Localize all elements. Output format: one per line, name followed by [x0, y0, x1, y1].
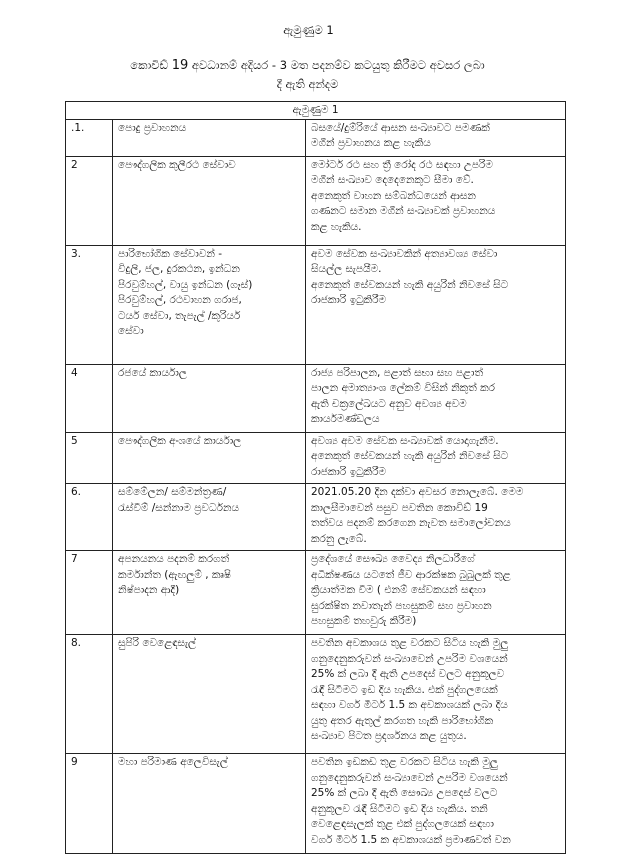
table-header-row [66, 102, 566, 120]
activity-cell [113, 432, 306, 484]
annex-label: ඇමුණුම 1 [283, 23, 334, 37]
row-number: 8. [66, 635, 113, 754]
row-number: 3. [66, 245, 113, 364]
table-row [66, 364, 566, 432]
cell-text-line: 25% ක් ලබා දී ඇති උපදෙස් වලට අනුකූලව [311, 668, 505, 680]
cell-text-line: අනෙකුත් සේවකයන් හැකි අයුරින් නිවසේ සිට [311, 278, 509, 291]
cell-text-line: පහසුකම් තහවුරු කිරීම) [311, 615, 417, 627]
row-number: 7 [66, 551, 113, 635]
table-row [66, 119, 566, 156]
cell-text-line: කරනු ලැබේ. [311, 532, 367, 545]
cell-text-line: සංඛ්‍යාව පිටත ප්‍රදර්ශනය කළ යුතුය. [311, 730, 467, 742]
cell-text-line: මහා පරිමාණ අලෙවිසැල් [118, 756, 228, 768]
cell-text-line: කාර්යමණ්ඩලය [311, 413, 380, 425]
cell-text-line: වර්ග මීටර් 1.5 ක අවකාශයක් ප්‍රමාණවත් වන [311, 833, 511, 846]
document-title-line-1 [80, 56, 535, 75]
cell-text-line: ප්‍රදේශයේ සෞඛ්‍ය වෛද්‍ය නිලධාරීගේ [311, 553, 475, 565]
cell-text-line: අපනයනය පදනම් කරගත් [118, 553, 230, 565]
cell-text-line: පිරවුම්හල්, වායු ඉන්ධන (ගෑස්) [118, 278, 253, 291]
cell-text-line: රැඳී සිටීමට ඉඩ දිය හැකිය. එක් පුද්ගලයෙක් [311, 683, 498, 696]
cell-text-line: ටයර් සේවා, තැපැල් /කුරියර් [118, 309, 241, 322]
cell-text-line: රජයේ කාර්යාල [118, 366, 187, 379]
table-header: ඇමුණුම 1 [66, 102, 566, 120]
cell-text-line: නිෂ්පාදන ආදී) [118, 584, 180, 596]
activity-cell [113, 245, 306, 364]
cell-text-line: ගනුදෙනුකරුවන් සංඛ්‍යාවෙන් උපරිම වශයෙන් [311, 652, 508, 665]
cell-text-line: පෞද්ගලික අංශයේ කාර්යාල [118, 434, 242, 447]
cell-text-line: කළ හැකිය. [311, 220, 362, 233]
title-text-part-2: අවධානම් අදියර - 3 මත පදනම්ව කටයුතු කිරීමට අවසර ලබා [188, 58, 485, 72]
cell-text-line: රාජකාරි ඉටුකිරීම [311, 294, 387, 306]
cell-text-line: 25% ක් ලබා දී ඇති සෞඛ්‍ය උපදෙස් වලට [311, 787, 498, 799]
permission-cell [306, 754, 566, 854]
table-row [66, 245, 566, 364]
cell-text-line: සුරක්ෂිත නවාතැන් පහසුකම් සහ ප්‍රවාහන [311, 599, 492, 612]
table-row [66, 754, 566, 854]
cell-text-line: ගනුදෙනුකරුවන් සංඛ්‍යාවෙන් උපරිම වශයෙන් [311, 771, 508, 784]
cell-text-line: අනුකූලව රැඳී සිටීමට ඉඩ දිය හැකිය. තනි [311, 802, 488, 815]
permission-cell [306, 156, 566, 245]
row-number: 2 [66, 156, 113, 245]
activity-cell [113, 754, 306, 854]
cell-text-line: පෞද්ගලික කුලීරථ සේවාව [118, 158, 236, 171]
row-number: 9 [66, 754, 113, 854]
title-number: 19 [171, 58, 189, 73]
cell-text-line: බසයේ/දුම්රියේ ආසන සංඛ්‍යාවට පමණක් [311, 121, 490, 134]
table-row [66, 432, 566, 484]
table-row [66, 484, 566, 551]
activity-cell [113, 484, 306, 551]
cell-text-line: පාරිභෝගික සේවාවන් - [118, 247, 223, 260]
document-title-line-2: දී ඇති අන්දම [276, 77, 339, 91]
cell-text-line: අවශ්‍ය අවම සේවක සංඛ්‍යාවක් යොදාගැනීම. [311, 434, 499, 447]
cell-text-line: ඇති චක්‍රලේඛයට අනුව අවශ්‍ය අවම [311, 397, 467, 410]
table-row [66, 635, 566, 754]
cell-text-line: ක්‍රියාත්මක වීම ( එනම් සේවකයන් සඳහා [311, 584, 486, 596]
cell-text-line: පොදු ප්‍රවාහනය [118, 121, 187, 134]
permission-cell [306, 635, 566, 754]
cell-text-line: අනෙකුත් සේවකයන් හැකි අයුරින් නිවසේ සිට [311, 450, 509, 462]
document-title [80, 56, 535, 94]
row-number: .1. [66, 119, 113, 156]
cell-text-line: පවතින ඉඩකඩ තුළ වරකට සිටිය හැකි මුලු [311, 756, 498, 768]
permission-cell [306, 551, 566, 635]
cell-text-line: කර්මාන්ත (ඇඟලුම් , කෘෂි [118, 568, 231, 581]
activity-cell [113, 364, 306, 432]
row-number: 5 [66, 432, 113, 484]
activity-cell [113, 551, 306, 635]
cell-text-line: අධීක්ෂණය යටතේ ජීව ආරක්ෂක බුබුලක් තුළ [311, 568, 511, 581]
table-row [66, 551, 566, 635]
activity-cell [113, 119, 306, 156]
row-number: 6. [66, 484, 113, 551]
cell-text-line: යුතු අතර ඇතුල් කරගත හැකි පාරිභෝගික [311, 714, 494, 727]
title-text-part-1: කොවිඩ් [130, 58, 172, 72]
permission-cell [306, 432, 566, 484]
cell-text-line: මගීන් සංඛ්‍යාව දෙදෙනෙකුට සීමා වේ. [311, 174, 474, 186]
cell-text-line: රාජ්‍ය පරිපාලන, පළාත් සභා සහ පළාත් [311, 366, 483, 379]
cell-text-line: රැස්වීම් /සන්නාම ප්‍රවර්ධනය [118, 501, 240, 514]
cell-text-line: කාලසීමාවෙන් පසුව පවතින කොවිඩ් 19 [311, 501, 488, 514]
cell-text-line: මෝටර් රථ සහ ත්‍රී රෝද රථ සඳහා උපරිම [311, 158, 493, 171]
cell-text-line: අනෙකුත් වාහන සම්බන්ධයෙන් ආසන [311, 189, 476, 202]
permission-cell [306, 364, 566, 432]
permission-cell [306, 484, 566, 551]
cell-text-line: පිරවුම්හල්, රථවාහන ගරාජ, [118, 294, 242, 306]
cell-text-line: සේවා [118, 325, 144, 337]
row-number: 4 [66, 364, 113, 432]
cell-text-line: පවතින අවකාශය තුළ වරකට සිටිය හැකි මුලු [311, 637, 509, 649]
table-row [66, 156, 566, 245]
cell-text-line: විදුලි, ජල, දුරකථන, ඉන්ධන [118, 263, 240, 275]
cell-text-line: සියල්ල සැපයීම. [311, 263, 382, 275]
cell-text-line: 2021.05.20 දින දක්වා අවසර නොලැබේ. මෙම [311, 486, 524, 498]
activity-cell [113, 156, 306, 245]
cell-text-line: වෙළෙඳසැලක් තුළ එක් පුද්ගලයෙක් සඳහා [311, 818, 494, 830]
cell-text-line: තත්වය පදනම් කරගෙන නැවත සමාලෝචනය [311, 517, 511, 529]
permission-cell [306, 119, 566, 156]
cell-text-line: පාලන අමාත්‍යාංශ ලේකම් විසින් නිකුත් කර [311, 382, 495, 394]
cell-text-line: අවම සේවක සංඛ්‍යාවකින් අත්‍යාවශ්‍ය සේවා [311, 247, 498, 260]
covid-activities-table [65, 101, 566, 854]
cell-text-line: රාජකාරි ඉටුකිරීම [311, 465, 387, 478]
cell-text-line: ගණනට සමාන මගීන් සංඛ්‍යාවක් ප්‍රවාහනය [311, 205, 496, 217]
cell-text-line: සම්මේලන/ සම්මන්ත්‍රණ/ [118, 486, 227, 498]
cell-text-line: මගීන් ප්‍රවාහනය කළ හැකිය [311, 137, 431, 149]
cell-text-line: සුපිරි වෙළෙඳසැල් [118, 637, 197, 649]
permission-cell [306, 245, 566, 364]
cell-text-line: සඳහා වර්ග මීටර් 1.5 ක අවකාශයක් ලබා දිය [311, 699, 508, 711]
activity-cell [113, 635, 306, 754]
